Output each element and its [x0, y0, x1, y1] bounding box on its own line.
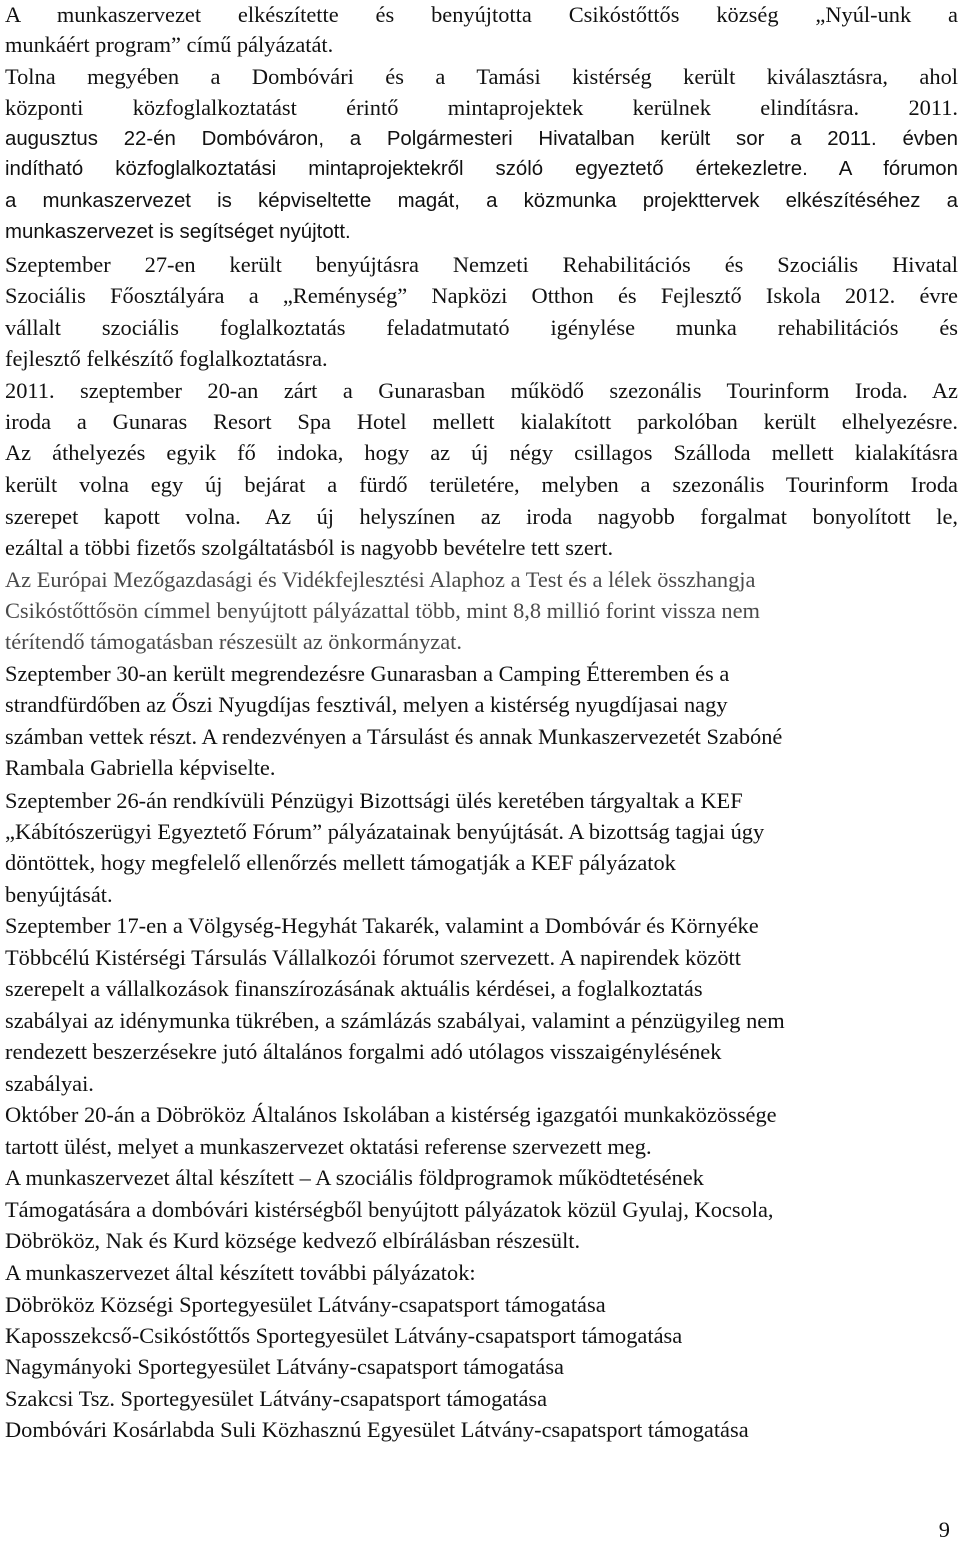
text-line: térítendő támogatásban részesült az önkormányzat. — [5, 629, 462, 654]
text-line: Dombóvári Kosárlabda Suli Közhasznú Egyesület Látvány-csapatsport támogatása — [5, 1417, 749, 1442]
text-line: munkaszervezet is segítséget nyújtott. — [5, 221, 351, 243]
text-line: döntöttek, hogy megfelelő ellenőrzés mellett támogatják a KEF pályázatok — [5, 850, 676, 875]
text-line: Kaposszekcső-Csikóstőttős Sportegyesület Látvány-csapatsport támogatása — [5, 1323, 683, 1348]
text-line: fejlesztő felkészítő foglalkoztatásra. — [5, 346, 328, 371]
text-line: Október 20-án a Döbrököz Általános Iskolában a kistérség igazgatói munkaközössége — [5, 1102, 777, 1127]
text-line: rendezett beszerzésekre jutó általános forgalmi adó utólagos visszaigénylésének — [5, 1039, 722, 1064]
text-line: szerepet kapott volna. Az új helyszínen az iroda nagyobb forgalmat bonyolított le, — [5, 504, 958, 529]
text-line: Csikóstőttősön címmel benyújtott pályázattal több, mint 8,8 millió forint vissza nem — [5, 598, 760, 623]
text-line: Az Európai Mezőgazdasági és Vidékfejlesztési Alaphoz a Test és a lélek összhangja — [5, 567, 756, 592]
text-line: iroda a Gunaras Resort Spa Hotel mellett kialakított parkolóban került elhelyezésre. — [5, 409, 958, 434]
text-line: Nagymányoki Sportegyesület Látvány-csapatsport támogatása — [5, 1354, 564, 1379]
text-line: Döbrököz, Nak és Kurd községe kedvező elbírálásban részesült. — [5, 1228, 581, 1253]
page-number: 9 — [938, 1517, 950, 1542]
text-line: Az áthelyezés egyik fő indoka, hogy az új négy csillagos Szálloda mellett kialakításra — [5, 440, 958, 465]
text-line: A munkaszervezet által készített – A szociális földprogramok működtetésének — [5, 1165, 704, 1190]
text-line: munkáért program” című pályázatát. — [5, 32, 334, 57]
text-line: 2011. szeptember 20-an zárt a Gunarasban működő szezonális Tourinform Iroda. Az — [5, 378, 958, 403]
text-line: Támogatására a dombóvári kistérségből benyújtott pályázatok közül Gyulaj, Kocsola, — [5, 1197, 774, 1222]
text-line: benyújtását. — [5, 882, 113, 907]
text-line: Szociális Főosztályára a „Reménység” Napközi Otthon és Fejlesztő Iskola 2012. évre — [5, 283, 958, 308]
text-line: Többcélú Kistérségi Társulás Vállalkozói fórumot szervezett. A napirendek között — [5, 945, 741, 970]
text-line: szabályai. — [5, 1071, 94, 1096]
text-line: Szeptember 26-án rendkívüli Pénzügyi Bizottsági ülés keretében tárgyaltak a KEF — [5, 788, 743, 813]
text-line: számban vettek részt. A rendezvényen a Társulást és annak Munkaszervezetét Szabóné — [5, 724, 783, 749]
text-line: strandfürdőben az Őszi Nyugdíjas fesztivál, melyen a kistérség nyugdíjasai nagy — [5, 692, 728, 717]
text-line: A munkaszervezet által készített további pályázatok: — [5, 1260, 476, 1285]
text-line: Szeptember 17-en a Völgység-Hegyhát Takarék, valamint a Dombóvár és Környéke — [5, 913, 759, 938]
text-line: központi közfoglalkoztatást érintő mintaprojektek kerülnek elindításra. 2011. — [5, 95, 958, 120]
document-page — [5, 0, 958, 1543]
text-line: Rambala Gabriella képviselte. — [5, 755, 276, 780]
text-line: Tolna megyében a Dombóvári és a Tamási kistérség került kiválasztásra, ahol — [5, 64, 958, 89]
text-line: vállalt szociális foglalkoztatás feladatmutató igénylése munka rehabilitációs és — [5, 315, 958, 340]
text-line: augusztus 22-én Dombóváron, a Polgármesteri Hivatalban került sor a 2011. évben — [5, 128, 958, 150]
text-line: ezáltal a többi fizetős szolgáltatásból is nagyobb bevételre tett szert. — [5, 535, 614, 560]
text-line: A munkaszervezet elkészítette és benyújtotta Csikóstőttős község „Nyúl-unk a — [5, 2, 958, 27]
text-line: „Kábítószerügyi Egyeztető Fórum” pályázatainak benyújtását. A bizottság tagjai úgy — [5, 819, 765, 844]
text-line: Szeptember 30-an került megrendezésre Gunarasban a Camping Étteremben és a — [5, 661, 730, 686]
text-line: a munkaszervezet is képviseltette magát, a közmunka projekttervek elkészítéséhez a — [5, 190, 958, 212]
text-line: szerepelt a vállalkozások finanszírozásának aktuális kérdései, a foglalkoztatás — [5, 976, 703, 1001]
text-line: tartott ülést, melyet a munkaszervezet oktatási referense szervezett meg. — [5, 1134, 652, 1159]
text-line: indítható közfoglalkoztatási mintaprojektekről szóló egyeztető értekezletre. A fórumon — [5, 158, 958, 180]
text-line: Szakcsi Tsz. Sportegyesület Látvány-csapatsport támogatása — [5, 1386, 548, 1411]
text-line: Szeptember 27-en került benyújtásra Nemzeti Rehabilitációs és Szociális Hivatal — [5, 252, 958, 277]
text-line: Döbrököz Községi Sportegyesület Látvány-csapatsport támogatása — [5, 1292, 606, 1317]
text-line: került volna egy új bejárat a fürdő területére, melyben a szezonális Tourinform Iroda — [5, 472, 958, 497]
text-line: szabályai az idénymunka tükrében, a számlázás szabályai, valamint a pénzügyileg nem — [5, 1008, 785, 1033]
